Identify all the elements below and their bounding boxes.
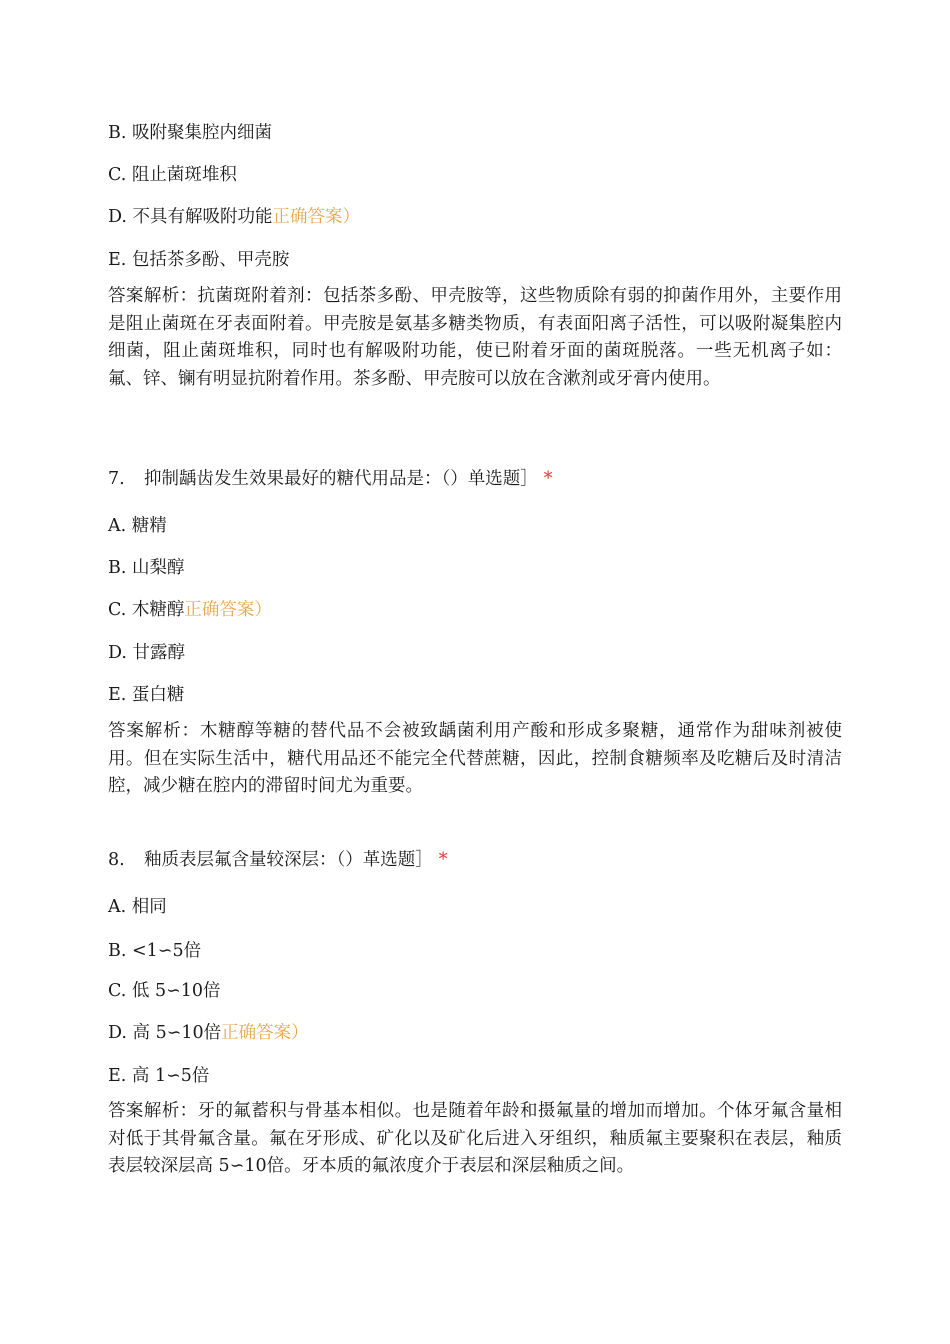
q7-option-b-text: B. 山梨醇: [108, 558, 185, 578]
correct-answer-mark: 正确答案）: [221, 1023, 309, 1043]
q8-option-d: [108, 1022, 309, 1044]
q7-question-text: 抑制龋齿发生效果最好的糖代用品是：（）单选题］: [144, 469, 538, 489]
q7-option-c-text: C. 木糖醇: [108, 600, 185, 620]
q8-question: [108, 849, 448, 871]
required-star: *: [543, 469, 553, 489]
required-star: *: [438, 850, 448, 870]
q7-option-e-text: E. 蛋白糖: [108, 685, 185, 705]
q6-option-e: [108, 249, 289, 271]
q8-number: 8.: [108, 850, 125, 870]
q8-option-c: [108, 980, 221, 1002]
correct-answer-mark: 正确答案）: [184, 600, 272, 620]
q6-option-c-text: C. 阻止菌斑堆积: [108, 165, 237, 185]
q7-option-a: [108, 515, 167, 537]
q8-option-e: [108, 1065, 209, 1087]
q7-question: [108, 468, 553, 490]
q8-option-c-text: C. 低 5∽10倍: [108, 981, 221, 1001]
q6-option-d-text: D. 不具有解吸附功能: [108, 207, 273, 227]
q7-option-d-text: D. 甘露醇: [108, 643, 186, 663]
q8-option-a-text: A. 相同: [108, 897, 167, 917]
q6-explanation: 答案解析：抗菌斑附着剂：包括茶多酚、甲壳胺等，这些物质除有弱的抑菌作用外，主要作用是阻止菌斑在牙表面附着。甲壳胺是氨基多糖类物质，有表面阳离子活性，可以吸附凝集腔内细菌，阻止菌斑堆积，同时也有解吸附功能，使已附着牙面的菌斑脱落。一些无机离子如：氟、锌、镧有明显抗附着作用。茶多酚、甲壳胺可以放在含漱剂或牙膏内使用。: [108, 286, 842, 389]
q7-option-d: [108, 642, 185, 664]
q7-option-a-text: A. 糖精: [108, 516, 167, 536]
q6-option-d: [108, 206, 360, 228]
q6-option-b: [108, 122, 272, 144]
correct-answer-mark: 正确答案）: [272, 207, 361, 227]
q8-option-e-text: E. 高 1∽5倍: [108, 1066, 210, 1086]
q7-option-e: [108, 684, 184, 706]
q8-explanation: 答案解析：牙的氟蓄积与骨基本相似。也是随着年龄和摄氟量的增加而增加。个体牙氟含量相对低于其骨氟含量。氟在牙形成、矿化以及矿化后进入牙组织，釉质氟主要聚积在表层，釉质表层较深层高 5∽10倍。牙本质的氟浓度介于表层和深层釉质之间。: [108, 1101, 842, 1176]
q6-option-e-text: E. 包括茶多酚、甲壳胺: [108, 250, 290, 270]
q8-option-b: [108, 940, 201, 962]
q8-option-b-text: B. <1∽5倍: [108, 941, 202, 961]
q7-explanation: 答案解析：木糖醇等糖的替代品不会被致龋菌利用产酸和形成多聚糖，通常作为甜味剂被使用。但在实际生活中，糖代用品还不能完全代替蔗糖，因此，控制食糖频率及吃糖后及时清洁腔，减少糖在腔内的滞留时间尤为重要。: [108, 721, 842, 796]
q7-option-c: [108, 599, 272, 621]
q8-question-text: 釉质表层氟含量较深层：（）革选题］: [144, 850, 433, 870]
q7-option-b: [108, 557, 185, 579]
q7-number: 7.: [108, 469, 125, 489]
q8-option-d-text: D. 高 5∽10倍: [108, 1023, 222, 1043]
q6-option-b-text: B. 吸附聚集腔内细菌: [108, 123, 272, 143]
q6-option-c: [108, 164, 237, 186]
q8-option-a: [108, 896, 167, 918]
